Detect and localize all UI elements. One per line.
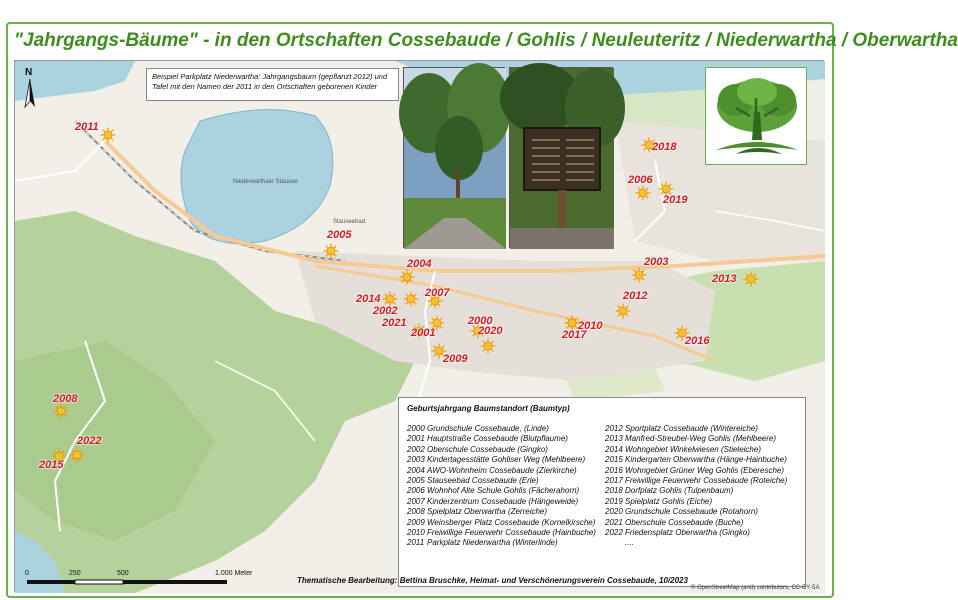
tree-marker-2022[interactable] — [69, 447, 85, 463]
legend-location: Oberschule Cossebaude (Buche) — [625, 517, 744, 527]
scale-label-1000: 1.000 Meter — [215, 570, 253, 577]
legend-row — [605, 424, 797, 434]
legend — [398, 397, 806, 587]
legend-location: Freiwillige Feuerwehr Cossebaude (Roteiche) — [625, 476, 788, 486]
north-arrow-icon — [22, 67, 38, 111]
scale-bar — [23, 570, 283, 590]
legend-year: 2017 — [605, 476, 623, 486]
legend-row — [407, 476, 599, 486]
year-label-2020: 2020 — [478, 325, 503, 337]
sun-icon — [403, 291, 419, 307]
tree-marker-2011[interactable] — [100, 127, 116, 143]
legend-location: Spielplatz Oberwartha (Zerreiche) — [427, 507, 548, 517]
legend-row — [605, 507, 797, 517]
logo — [705, 67, 807, 165]
legend-row — [605, 476, 797, 486]
legend-column-left — [407, 424, 599, 549]
legend-row — [407, 507, 599, 517]
tree-marker-2004[interactable] — [399, 269, 415, 285]
scale-label-250: 250 — [69, 570, 81, 577]
legend-location: Manfred-Streubel-Weg Gohlis (Mehlbeere) — [625, 434, 777, 444]
legend-location: Friedensplatz Oberwartha (Gingko) — [625, 528, 750, 538]
legend-year: 2011 — [407, 538, 425, 548]
scale-label-500: 500 — [117, 570, 129, 577]
scale-bar-graphic — [23, 570, 243, 590]
tree-photo-icon — [404, 68, 506, 249]
legend-location: Kinderzentrum Cossebaude (Hängeweide) — [427, 496, 579, 506]
legend-location: Wohnhof Alte Schule Gohlis (Fächerahorn) — [427, 486, 580, 496]
tree-marker-2008[interactable] — [53, 403, 69, 419]
legend-year: 2015 — [605, 455, 623, 465]
legend-year: 2018 — [605, 486, 623, 496]
legend-location: Stauseebad Cossebaude (Erle) — [427, 476, 539, 486]
year-label-2005: 2005 — [327, 229, 352, 241]
legend-year: 2004 — [407, 465, 425, 475]
year-label-2015: 2015 — [39, 459, 64, 471]
year-label-2008: 2008 — [53, 393, 78, 405]
year-label-2006: 2006 — [628, 174, 653, 186]
legend-row — [605, 486, 797, 496]
year-label-2019: 2019 — [663, 194, 688, 206]
legend-row — [605, 445, 797, 455]
legend-row — [407, 466, 599, 476]
tree-marker-2013[interactable] — [743, 271, 759, 287]
year-label-2007: 2007 — [425, 287, 450, 299]
tree-marker-2012[interactable] — [615, 303, 631, 319]
year-label-2004: 2004 — [407, 258, 432, 270]
legend-row — [407, 538, 599, 548]
legend-row — [605, 455, 797, 465]
legend-row — [407, 518, 599, 528]
year-label-2014: 2014 — [356, 293, 381, 305]
sun-icon — [399, 269, 415, 285]
legend-year: 2022 — [605, 528, 623, 538]
legend-row — [407, 424, 599, 434]
legend-location: Spielplatz Gohlis (Eiche) — [625, 496, 713, 506]
year-label-2002: 2002 — [373, 305, 398, 317]
legend-location: Hauptstraße Cossebaude (Blutpflaume) — [427, 434, 568, 444]
legend-row — [605, 466, 797, 476]
legend-year: 2020 — [605, 507, 623, 517]
year-label-2001: 2001 — [411, 327, 436, 339]
legend-location: Kindergarten Oberwartha (Hänge-Hainbuche) — [625, 455, 787, 465]
legend-column-right — [605, 424, 797, 549]
sun-icon — [69, 447, 85, 463]
legend-year: 2014 — [605, 444, 623, 454]
sun-icon — [635, 185, 651, 201]
north-letter: N — [25, 67, 33, 78]
scale-label-0: 0 — [25, 570, 29, 577]
legend-row — [407, 455, 599, 465]
year-label-2009: 2009 — [443, 353, 468, 365]
legend-year: 2016 — [605, 465, 623, 475]
legend-location: Grundschule Cossebaude, (Linde) — [427, 424, 549, 433]
sun-icon — [53, 403, 69, 419]
year-label-2018: 2018 — [652, 141, 677, 153]
year-label-2012: 2012 — [623, 290, 648, 302]
year-label-2022: 2022 — [77, 435, 102, 447]
legend-row — [605, 538, 797, 548]
sun-icon — [615, 303, 631, 319]
map-area[interactable] — [14, 60, 824, 592]
legend-year: 2010 — [407, 528, 425, 538]
year-label-2013: 2013 — [712, 273, 737, 285]
legend-year: 2012 — [605, 424, 623, 433]
legend-location: AWO-Wohnheim Cossebaude (Zierkirche) — [427, 465, 577, 475]
legend-location: Kindertagesstätte Gohliser Weg (Mehlbeere) — [427, 455, 586, 465]
legend-location: Parkplatz Niederwartha (Winterlinde) — [427, 538, 558, 548]
legend-location: .... — [625, 538, 634, 548]
legend-year: 2007 — [407, 496, 425, 506]
tree-marker-2002[interactable] — [403, 291, 419, 307]
legend-row — [407, 445, 599, 455]
legend-year: 2000 — [407, 424, 425, 433]
photo-caption: Beispiel Parkplatz Niederwartha: Jahrgangsbaum (gepflanzt 2012) und Tafel mit den Namen der 2011 in den Ortschaften geborenen Kinder — [146, 68, 399, 101]
tree-logo-icon — [706, 68, 808, 166]
page-title: "Jahrgangs-Bäume" - in den Ortschaften Cossebaude / Gohlis / Neuleuteritz / Niederwartha / Oberwartha — [14, 30, 958, 51]
year-label-2021: 2021 — [382, 317, 407, 329]
legend-year: 2001 — [407, 434, 425, 444]
legend-row — [605, 518, 797, 528]
legend-year: 2009 — [407, 517, 425, 527]
legend-row — [407, 497, 599, 507]
legend-row — [407, 528, 599, 538]
legend-row — [605, 497, 797, 507]
north-arrow — [22, 67, 38, 111]
legend-row — [407, 486, 599, 496]
legend-year: 2021 — [605, 517, 623, 527]
tree-marker-2006[interactable] — [635, 185, 651, 201]
year-label-2017: 2017 — [562, 329, 587, 341]
sun-icon — [631, 267, 647, 283]
legend-header: Geburtsjahrgang Baumstandort (Baumtyp) — [407, 404, 570, 413]
legend-year: 2013 — [605, 434, 623, 444]
sun-icon — [100, 127, 116, 143]
tree-marker-2003[interactable] — [631, 267, 647, 283]
legend-year: 2005 — [407, 476, 425, 486]
year-label-2016: 2016 — [685, 335, 710, 347]
legend-year: 2002 — [407, 444, 425, 454]
sun-icon — [480, 338, 496, 354]
legend-location: Dorfplatz Gohlis (Tulpenbaum) — [625, 486, 734, 496]
credit-text: Thematische Bearbeitung: Bettina Bruschke, Heimat- und Verschönerungsverein Cossebaude, 10/2023 — [297, 576, 688, 585]
osm-credit: © OpenStreetMap (and) contributors, CC-BY-SA — [691, 585, 820, 591]
legend-year: 2003 — [407, 455, 425, 465]
legend-location: Oberschule Cossebaude (Gingko) — [427, 444, 548, 454]
year-label-2003: 2003 — [644, 256, 669, 268]
photo-plaque — [509, 67, 613, 248]
legend-location: Weinsberger Platz Cossebaude (Kornelkirsche) — [427, 517, 596, 527]
legend-location: Grundschule Cossebaude (Rotahorn) — [625, 507, 758, 517]
year-label-2010: 2010 — [578, 320, 603, 332]
legend-year: 2008 — [407, 507, 425, 517]
sun-icon — [323, 243, 339, 259]
year-label-2000: 2000 — [468, 315, 493, 327]
legend-row — [605, 528, 797, 538]
legend-location: Wohngebiet Winkelwiesen (Stieleiche) — [625, 444, 761, 454]
legend-location: Wohngebiet Grüner Weg Gohlis (Eberesche) — [625, 465, 785, 475]
lake-label: Niederwarthaer Stausee — [233, 179, 298, 185]
legend-row — [605, 434, 797, 444]
plaque-photo-icon — [510, 68, 614, 249]
photo-tree — [403, 67, 505, 248]
legend-location: Sportplatz Cossebaude (Wintereiche) — [625, 424, 758, 433]
pool-label: Stauseebad — [333, 219, 366, 225]
tree-marker-2020[interactable] — [480, 338, 496, 354]
legend-year: 2006 — [407, 486, 425, 496]
tree-marker-2005[interactable] — [323, 243, 339, 259]
legend-row — [407, 434, 599, 444]
legend-year: 2019 — [605, 496, 623, 506]
sun-icon — [743, 271, 759, 287]
year-label-2011: 2011 — [75, 121, 99, 133]
legend-location: Freiwillige Feuerwehr Cossebaude (Hainbuche) — [427, 528, 596, 538]
